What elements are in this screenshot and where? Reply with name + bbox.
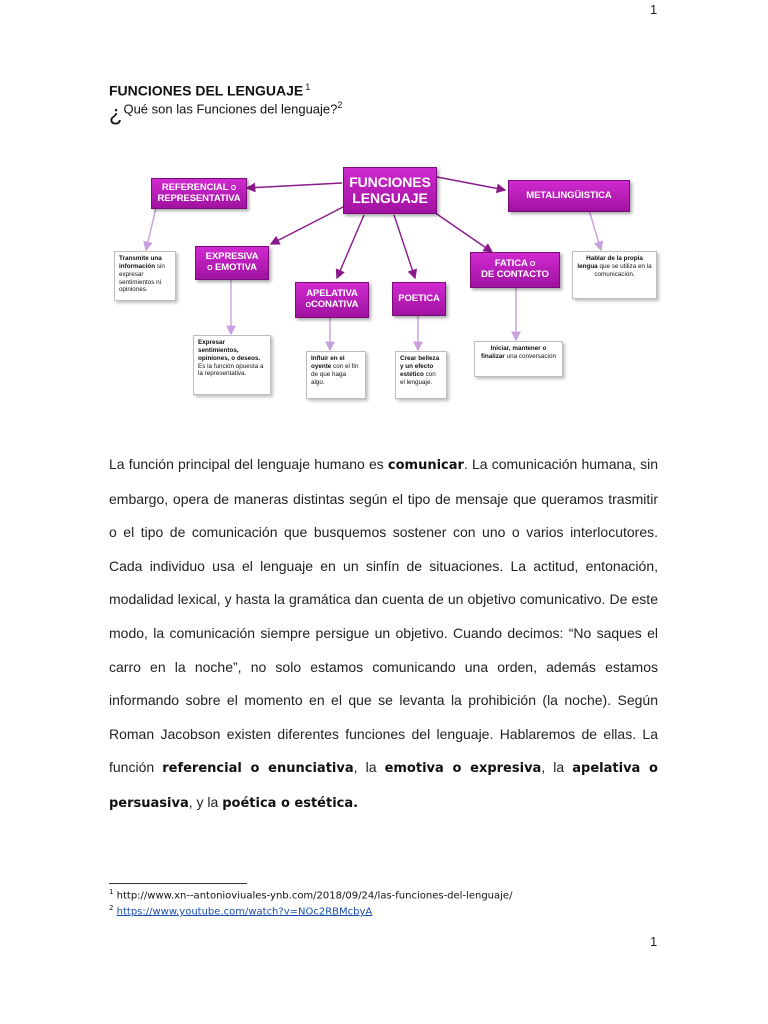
document-title (109, 82, 310, 99)
node-poetica: POETICA (392, 282, 446, 316)
bold-poetica: poética o estética. (222, 795, 359, 811)
arrow-to-referencial (247, 183, 342, 188)
note-referencial: Transmite una información sin expresar sentimientos ni opiniones. (114, 251, 176, 301)
page-number-top: 1 (650, 2, 658, 17)
body-paragraph: La función principal del lenguaje humano es comunicar. La comunicación humana, sin embargo, opera de maneras distintas según el tipo de mensaje que queramos trasmitir o el tipo de comunicación que busquemos sostener con uno o varios interlocutores. Cada individuo usa el lenguaje en un sinfín de situaciones. La actitud, entonación, modalidad lexical, y hasta la gramática dan cuenta de un objetivo comunicativo. De este modo, la comunicación siempre persigue un objetivo. Cuando decimos: “No saques el carro en la noche”, no solo estamos comunicando una orden, además estamos informando sobre el momento en el que se levanta la prohibición (la noche). Según Roman Jacobson existen diferentes funciones del lenguaje. Hablaremos de ellas. La función referencial o enunciativa, la emotiva o expresiva, la apelativa o persuasiva, y la poética o estética. (109, 456, 658, 811)
footnote-1-ref: 1 (109, 888, 114, 896)
node-apelativa: APELATIVA OCONATIVA (295, 282, 369, 318)
arrow-to-note-metalinguistica (589, 210, 601, 250)
node-referencial: REFERENCIAL O REPRESENTATIVA (151, 178, 247, 209)
concept-map (109, 160, 658, 405)
node-metalinguistica: METALINGÜISTICA (508, 180, 630, 212)
footnote-2 (109, 904, 372, 917)
footnote-1 (109, 888, 512, 901)
bold-emotiva: emotiva o expresiva (384, 761, 542, 777)
arrow-to-metalinguistica (437, 177, 505, 190)
note-apelativa: Influir en el oyente con el fin de que haga algo. (306, 351, 366, 399)
note-poetica: Crear belleza y un efecto estético con el lenguaje. (395, 351, 447, 399)
document-subtitle (109, 100, 342, 127)
footnote-1-url: http://www.xn--antonioviuales-ynb.com/2018/09/24/las-funciones-del-lenguaje/ (116, 890, 513, 902)
node-fatica: FATICA O DE CONTACTO (470, 252, 560, 288)
note-fatica: Iniciar, mantener o finalizar una conversación (474, 341, 563, 377)
node-expresiva: EXPRESIVA O EMOTIVA (195, 246, 269, 280)
inverted-question-mark: ¿ (109, 101, 123, 127)
bold-comunicar: comunicar (387, 458, 464, 473)
arrow-to-note-referencial (146, 208, 156, 250)
bold-apelativa: apelativa o persuasiva (109, 761, 658, 811)
note-metalinguistica: Hablar de la propia lengua que se utiliza en la comunicación. (572, 251, 657, 299)
bold-referencial: referencial o enunciativa (162, 761, 354, 777)
title-text: FUNCIONES DEL LENGUAJE (109, 82, 304, 99)
footnote-2-ref: 2 (109, 904, 114, 912)
arrow-to-expresiva (271, 205, 347, 244)
subtitle-text: Qué son las Funciones del lenguaje? (123, 101, 338, 117)
footnote-ref-2[interactable]: 2 (337, 100, 343, 110)
node-center-funciones-lenguaje: FUNCIONES LENGUAJE (343, 167, 437, 214)
note-expresiva: Expresar sentimientos, opiniones, o deseos. Es la función opuesta a la representativa. (193, 335, 271, 395)
arrow-to-apelativa (337, 215, 364, 278)
footnote-ref-1[interactable]: 1 (305, 82, 311, 92)
arrow-to-poetica (394, 215, 415, 278)
page-number-bottom: 1 (650, 934, 658, 949)
arrow-to-fatica (431, 210, 492, 252)
footnote-separator (109, 883, 247, 884)
footnote-2-link[interactable]: https://www.youtube.com/watch?v=NOc2RBMcbyA (116, 906, 373, 918)
